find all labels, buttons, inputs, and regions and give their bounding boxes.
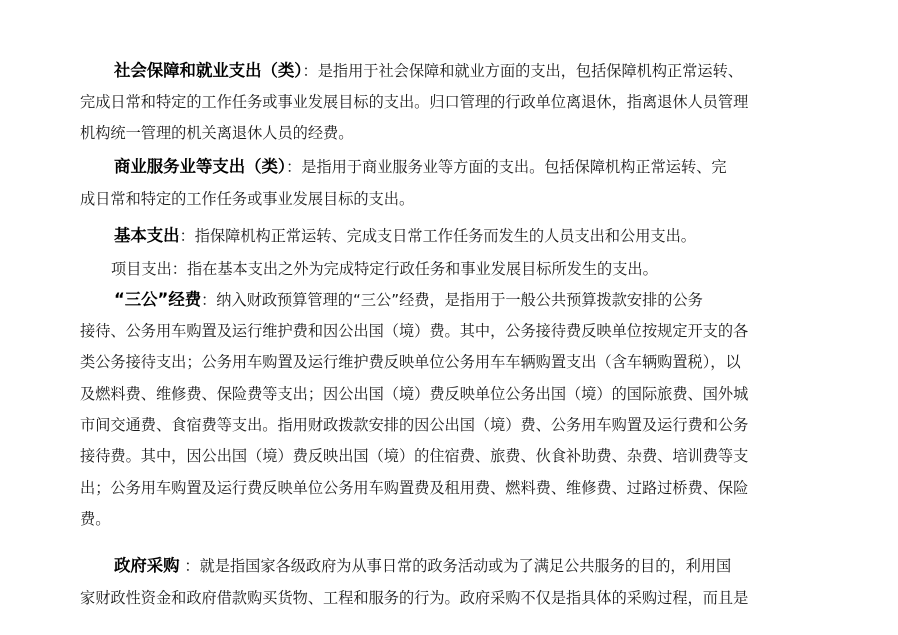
term-three-public-expenses: “三公”经费 bbox=[114, 290, 202, 309]
paragraph-three-public-line-2: 接待、公务用车购置及运行维护费和因公出国（境）费。其中，公务接待费反映单位按规定开支的各 bbox=[80, 322, 749, 340]
paragraph-three-public-line-6: 接待费。其中，因公出国（境）费反映出国（境）的住宿费、旅费、伙食补助费、杂费、培训费等支 bbox=[80, 447, 749, 465]
paragraph-commerce-line-2: 成日常和特定的工作任务或事业发展目标的支出。 bbox=[80, 190, 415, 208]
term-government-procurement: 政府采购 bbox=[114, 556, 180, 575]
paragraph-three-public-line-8: 费。 bbox=[80, 510, 111, 528]
term-commerce: 商业服务业等支出（类） bbox=[114, 157, 287, 176]
paragraph-three-public-line-4: 及燃料费、维修费、保险费等支出；因公出国（境）费反映单位公务出国（境）的国际旅费、国外城 bbox=[80, 385, 749, 403]
term-social-security: 社会保障和就业支出（类） bbox=[114, 61, 303, 80]
paragraph-government-procurement-line-1: 政府采购 ：就是指国家各级政府为从事日常的政务活动或为了满足公共服务的目的，利用国 bbox=[114, 556, 732, 575]
paragraph-three-public-line-5: 市间交通费、食宿费等支出。指用财政拨款安排的因公出国（境）费、公务用车购置及运行费和公务 bbox=[80, 416, 749, 434]
paragraph-three-public-line-1: “三公”经费：纳入财政预算管理的“三公”经费，是指用于一般公共预算拨款安排的公务 bbox=[114, 290, 703, 309]
paragraph-social-security-line-1: 社会保障和就业支出（类）：是指用于社会保障和就业方面的支出，包括保障机构正常运转、 bbox=[114, 61, 743, 80]
paragraph-three-public-line-7: 出；公务用车购置及运行费反映单位公务用车购置费及租用费、燃料费、维修费、过路过桥费、保险 bbox=[80, 479, 749, 497]
paragraph-social-security-line-2: 完成日常和特定的工作任务或事业发展目标的支出。归口管理的行政单位离退休，指离退休人员管理 bbox=[80, 93, 749, 111]
paragraph-government-procurement-line-2: 家财政性资金和政府借款购买货物、工程和服务的行为。政府采购不仅是指具体的采购过程，而且是 bbox=[80, 589, 749, 607]
paragraph-commerce-line-1: 商业服务业等支出（类）：是指用于商业服务业等方面的支出。包括保障机构正常运转、完 bbox=[114, 157, 727, 176]
term-basic-expenditure: 基本支出 bbox=[114, 226, 180, 245]
paragraph-social-security-line-3: 机构统一管理的机关离退休人员的经费。 bbox=[80, 124, 354, 142]
paragraph-basic-expenditure: 基本支出：指保障机构正常运转、完成支日常工作任务而发生的人员支出和公用支出。 bbox=[114, 226, 696, 245]
paragraph-three-public-line-3: 类公务接待支出；公务用车购置及运行维护费反映单位公务用车车辆购置支出（含车辆购置税），以 bbox=[80, 353, 741, 371]
paragraph-project-expenditure: 项目支出：指在基本支出之外为完成特定行政任务和事业发展目标所发生的支出。 bbox=[111, 260, 658, 278]
